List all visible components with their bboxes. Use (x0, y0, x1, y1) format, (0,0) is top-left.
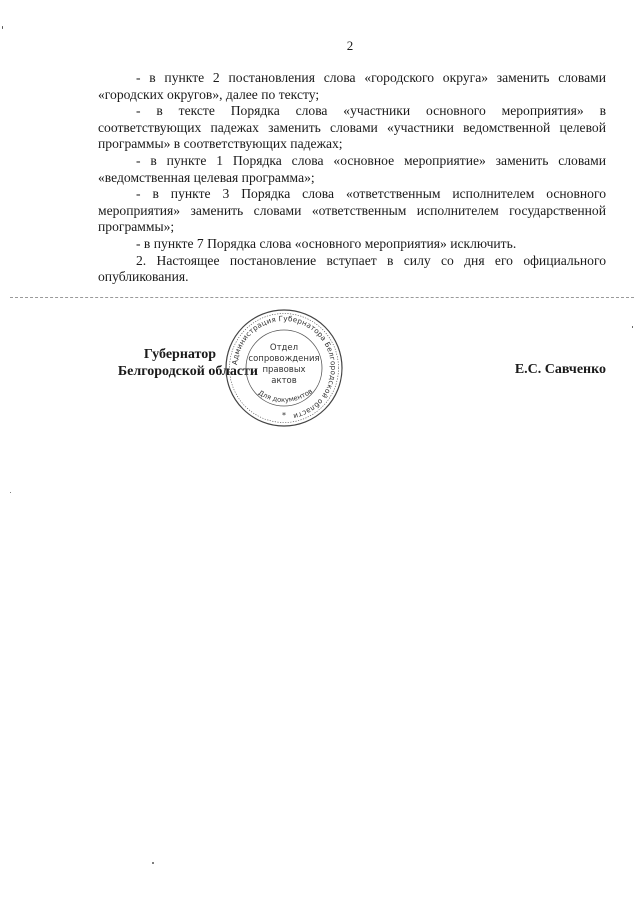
signer-name: Е.С. Савченко (514, 362, 606, 377)
stamp-center-line4: актов (271, 376, 297, 386)
effective-date-paragraph: 2. Настоящее постановление вступает в силу со дня его официального опубликования. (98, 252, 606, 285)
amendment-paragraph: - в тексте Порядка слова «участники основного мероприятия» в соответствующих падежах заменить словами «участники ведомственной целевой программы» в соответствующих падежах; (98, 103, 606, 152)
signer-title-line1: Губернатор (143, 347, 216, 362)
stamp-center-line3: правовых (262, 365, 306, 375)
scan-speck (10, 492, 11, 493)
amendment-paragraph: - в пункте 7 Порядка слова «основного мероприятия» исключить. (136, 235, 517, 251)
stamp-star-icon: * (282, 411, 286, 420)
scan-speck (152, 862, 154, 864)
amendment-paragraph: - в пункте 3 Порядка слова «ответственным исполнителем основного мероприятия» заменить словами «ответственным исполнителем государственной программы»; (98, 186, 606, 235)
scan-speck (632, 326, 633, 328)
scan-speck (2, 26, 3, 29)
signer-title-line2: Белгородской области (117, 364, 258, 379)
official-stamp (222, 306, 346, 430)
document-body (98, 70, 606, 286)
separator-rule (10, 297, 634, 298)
amendment-paragraph: - в пункте 2 постановления слова «городского округа» заменить словами «городских округов», далее по тексту; (98, 70, 606, 102)
stamp-bottom-text: Для документов (256, 387, 315, 405)
stamp-center-line1: Отдел (269, 343, 299, 353)
stamp-ring-text: Администрация Губернатора Белгородской области (230, 313, 339, 422)
stamp-center-line2: сопровождения (248, 354, 320, 364)
amendment-paragraph: - в пункте 1 Порядка слова «основное мероприятие» заменить словами «ведомственная целевая программа»; (98, 152, 606, 185)
page-number: 2 (346, 38, 354, 53)
